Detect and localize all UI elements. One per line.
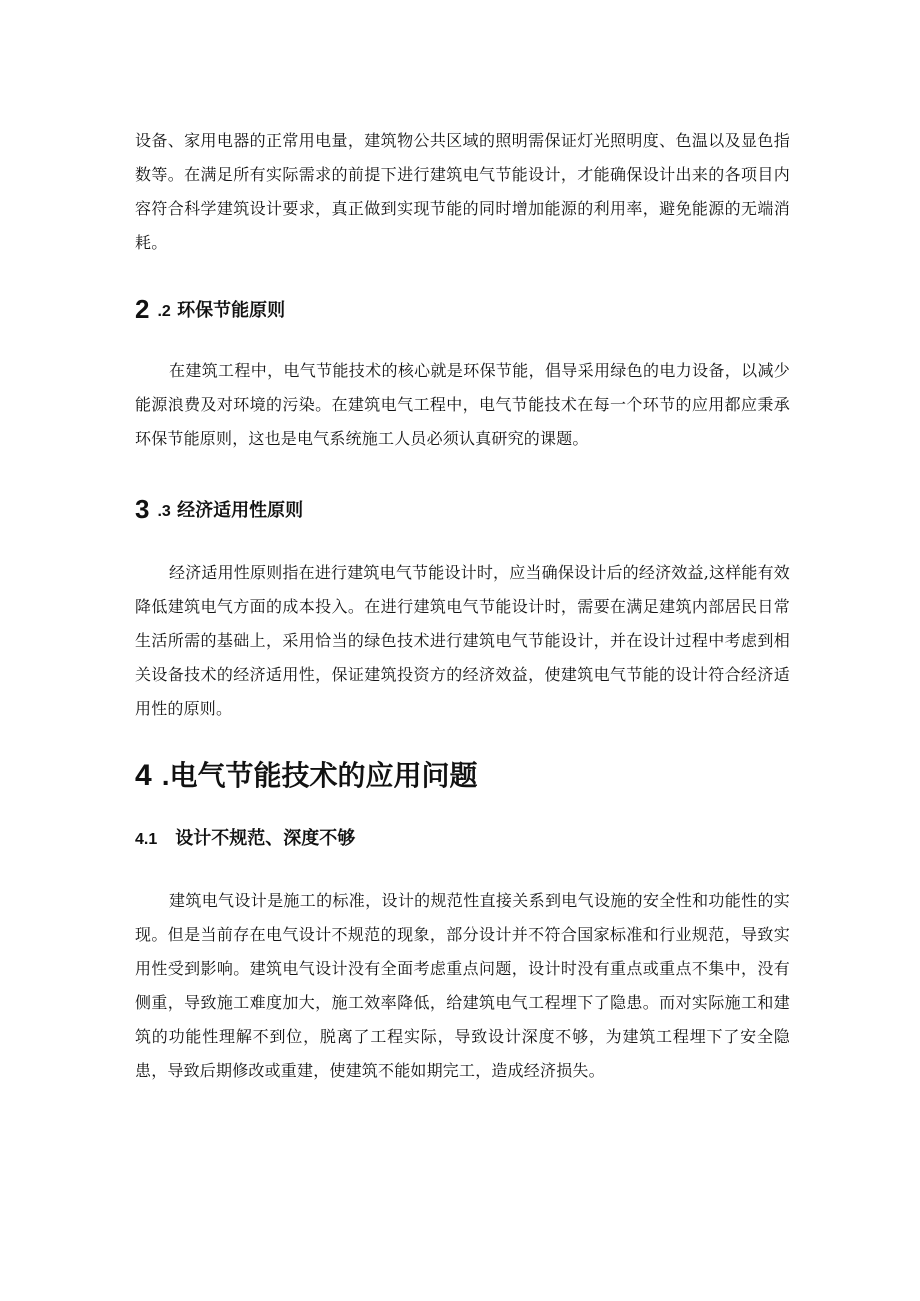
paragraph-environmental-principle: 在建筑工程中，电气节能技术的核心就是环保节能，倡导采用绿色的电力设备，以减少能源浪费及对环境的污染。在建筑电气工程中，电气节能技术在每一个环节的应用都应秉承环保节能原则，这也是电气系统施工人员必须认真研究的课题。 (135, 361, 790, 448)
heading-text: 设计不规范、深度不够 (175, 828, 356, 849)
heading-number: 2 (135, 294, 150, 324)
heading-subnumber: .3 (157, 503, 171, 520)
heading-text: 环保节能原则 (177, 300, 286, 321)
heading-number: 3 (135, 494, 150, 524)
heading-2-2-environmental-principle (135, 294, 285, 327)
heading-text: 电气节能技术的应用问题 (169, 759, 478, 792)
heading-number: 4.1 (135, 831, 158, 848)
heading-subnumber: .2 (157, 303, 171, 320)
heading-3-3-economic-principle (135, 494, 303, 527)
heading-4-1-design-irregular (135, 824, 355, 855)
heading-4-application-problems (135, 756, 477, 796)
paragraph-lighting-requirements: 设备、家用电器的正常用电量，建筑物公共区域的照明需保证灯光照明度、色温以及显色指数等。在满足所有实际需求的前提下进行建筑电气节能设计，才能确保设计出来的各项目内容符合科学建筑设计要求，真正做到实现节能的同时增加能源的利用率，避免能源的无端消耗。 (135, 131, 790, 252)
paragraph-design-irregular: 建筑电气设计是施工的标准，设计的规范性直接关系到电气设施的安全性和功能性的实现。但是当前存在电气设计不规范的现象，部分设计并不符合国家标准和行业规范，导致实用性受到影响。建筑电气设计没有全面考虑重点问题，设计时没有重点或重点不集中，没有侧重，导致施工难度加大，施工效率降低，给建筑电气工程埋下了隐患。而对实际施工和建筑的功能性理解不到位，脱离了工程实际，导致设计深度不够，为建筑工程埋下了安全隐患，导致后期修改或重建，使建筑不能如期完工，造成经济损失。 (135, 891, 790, 1080)
heading-text: 经济适用性原则 (177, 500, 304, 521)
heading-dot: . (161, 760, 170, 791)
heading-number: 4 (135, 759, 152, 792)
paragraph-economic-principle: 经济适用性原则指在进行建筑电气节能设计时，应当确保设计后的经济效益,这样能有效降低建筑电气方面的成本投入。在进行建筑电气节能设计时，需要在满足建筑内部居民日常生活所需的基础上，采用恰当的绿色技术进行建筑电气节能设计，并在设计过程中考虑到相关设备技术的经济适用性，保证建筑投资方的经济效益，使建筑电气节能的设计符合经济适用性的原则。 (135, 563, 790, 718)
